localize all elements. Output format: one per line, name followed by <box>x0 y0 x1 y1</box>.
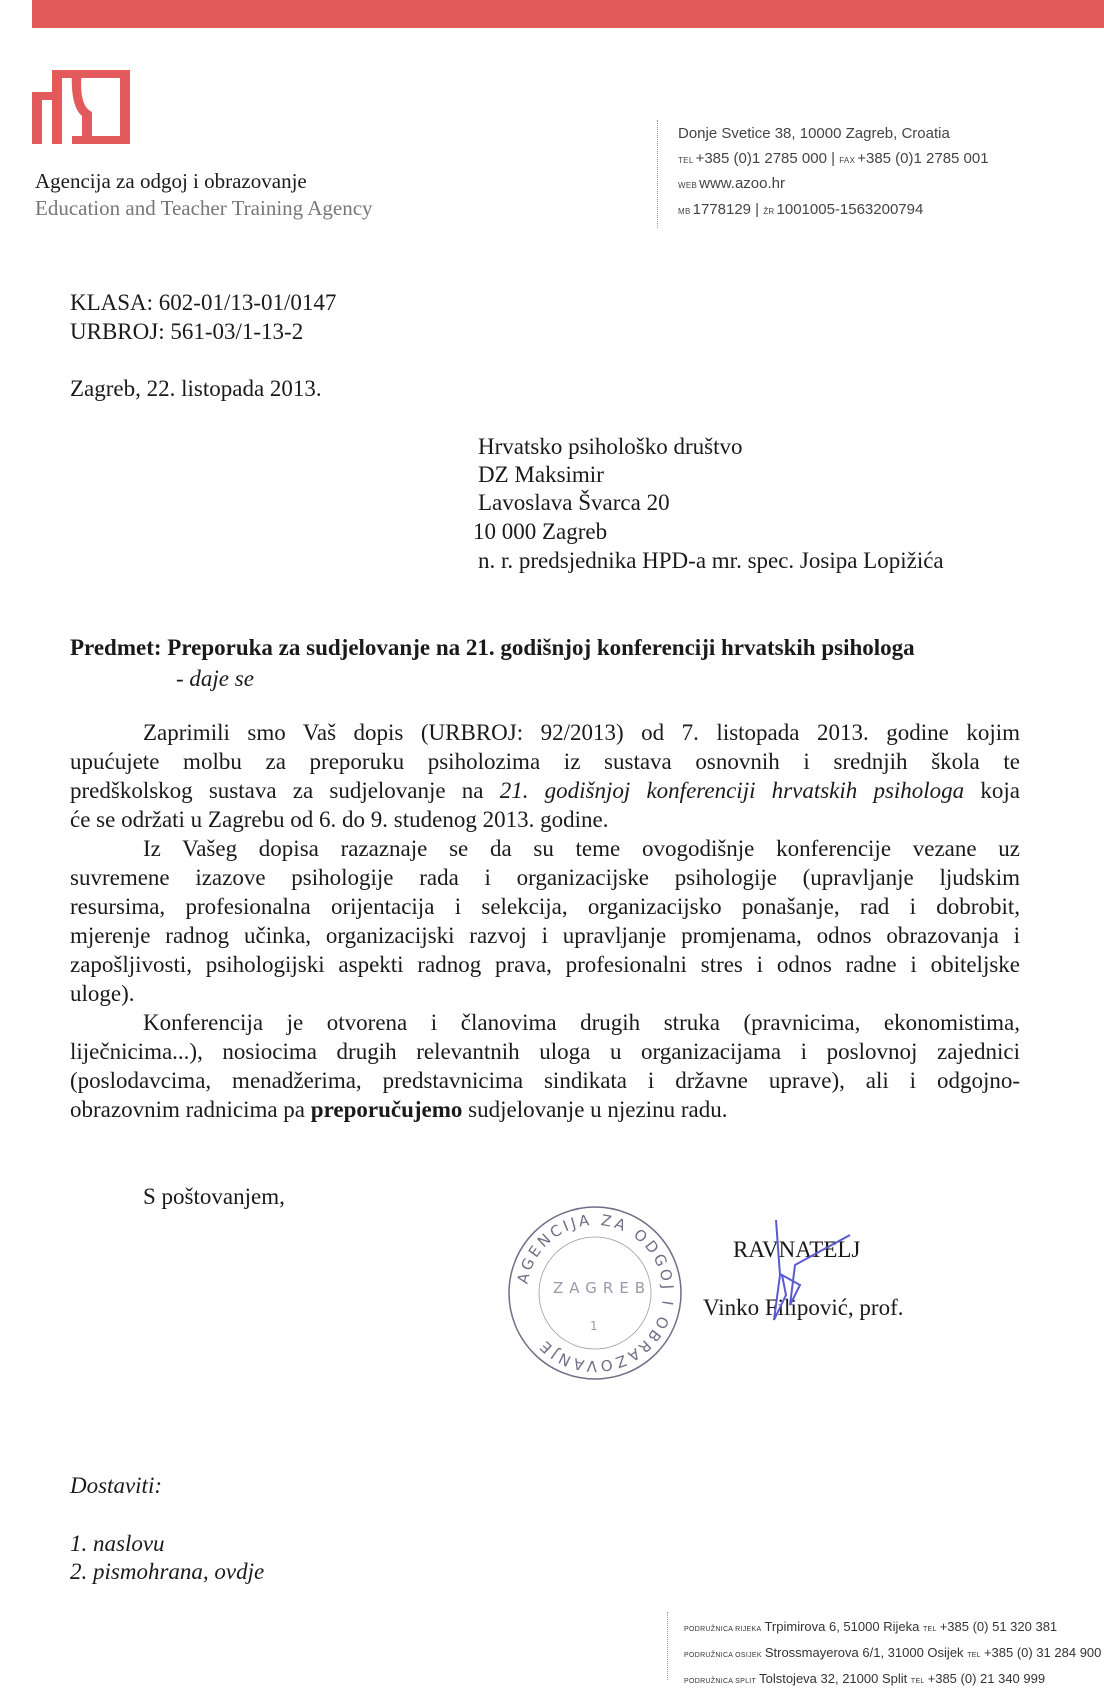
paragraph-line <box>70 892 1020 921</box>
branch-office <box>684 1615 1100 1641</box>
branch-phone: +385 (0) 31 284 900 <box>983 1645 1102 1660</box>
recipient-line: Hrvatsko psihološko društvo <box>478 434 743 459</box>
text-segment: resursima, profesionalna orijentacija i selekcija, organizacijsko ponašanje, rad i dobrobit, <box>70 894 1020 919</box>
branch-offices <box>684 1615 1100 1693</box>
text-segment: sudjelovanje u njezinu radu. <box>462 1097 728 1122</box>
agency-logo <box>32 70 132 144</box>
emphasis-text: preporučujemo <box>310 1097 463 1122</box>
paragraph-line <box>70 834 1020 863</box>
text-segment: će se održati u Zagrebu od 6. do 9. studenog 2013. godine. <box>70 807 609 832</box>
paragraph-line <box>70 1037 1020 1066</box>
handwritten-signature <box>740 1215 860 1335</box>
paragraph-line <box>70 1008 1020 1037</box>
text-segment: uloge). <box>70 981 135 1006</box>
branch-phone: +385 (0) 21 340 999 <box>927 1671 1046 1686</box>
tel-label: TEL <box>910 1678 925 1685</box>
branch-address: Strossmayerova 6/1, 31000 Osijek <box>764 1645 964 1660</box>
contact-registry: MB 1778129 | ŽR 1001005-1563200794 <box>678 201 924 218</box>
text-segment: Iz Vašeg dopisa razaznaje se da su teme ovogodišnje konferencije vezane uz <box>143 836 1020 861</box>
text-segment: suvremene izazove psihologije rada i organizacijske psihologije (upravljanje ljudskim <box>70 865 1020 890</box>
paragraph-line <box>70 1066 1020 1095</box>
contact-web: WEB www.azoo.hr <box>678 175 785 192</box>
distribution-label: Dostaviti: <box>70 1473 162 1498</box>
contact-address: Donje Svetice 38, 10000 Zagreb, Croatia <box>678 125 950 142</box>
svg-text:AGENCIJA ZA ODGOJ I OBRAZOVANJ: AGENCIJA ZA ODGOJ I OBRAZOVANJE <box>513 1210 678 1376</box>
tel-label: TEL <box>967 1652 981 1659</box>
recipient-line: Lavoslava Švarca 20 <box>478 490 670 515</box>
recipient-line: 10 000 Zagreb <box>473 519 608 544</box>
text-segment: obrazovnim radnicima pa <box>70 1097 311 1122</box>
text-segment: zapošljivosti, psihologijski aspekti radnog prava, profesionalni stres i odnos radne i obiteljske <box>70 952 1020 977</box>
text-segment: Konferencija je otvorena i članovima drugih struka (pravnicima, ekonomistima, <box>143 1010 1020 1035</box>
branch-phone: +385 (0) 51 320 381 <box>939 1619 1058 1634</box>
divider <box>657 120 658 228</box>
subject-note: - daje se <box>176 666 254 691</box>
paragraph-line <box>70 776 1020 805</box>
contact-phone: TEL +385 (0)1 2785 000 | FAX +385 (0)1 2785 001 <box>678 150 989 167</box>
signatory-name: Vinko Filipović, prof. <box>703 1295 904 1320</box>
branch-office <box>684 1667 1100 1693</box>
paragraph-line <box>70 718 1020 747</box>
branch-label: PODRUŽNICA RIJEKA <box>684 1626 762 1633</box>
recipient-line: n. r. predsjednika HPD-a mr. spec. Josipa Lopižića <box>478 548 944 573</box>
paragraph-line <box>70 1095 1020 1124</box>
letterhead-color-bar <box>32 0 1104 28</box>
paragraph-line <box>70 979 1020 1008</box>
paragraph-line <box>70 863 1020 892</box>
paragraph-line <box>70 805 1020 834</box>
signatory-title: RAVNATELJ <box>733 1237 861 1262</box>
official-stamp <box>505 1205 685 1381</box>
distribution-item: 2. pismohrana, ovdje <box>70 1559 265 1584</box>
text-segment: predškolskog sustava za sudjelovanje na <box>70 778 500 803</box>
agency-name-hr: Agencija za odgoj i obrazovanje <box>35 169 307 193</box>
svg-text:ZAGREB: ZAGREB <box>553 1279 652 1297</box>
text-segment: liječnicima...), nosiocima drugih relevantnih uloga u organizacijama i poslovnoj zajednici <box>70 1039 1020 1064</box>
closing: S poštovanjem, <box>143 1184 285 1209</box>
tel-label: TEL <box>922 1626 937 1633</box>
subject: Predmet: Preporuka za sudjelovanje na 21. godišnjoj konferenciji hrvatskih psihologa <box>70 635 915 660</box>
footer-divider <box>667 1612 668 1680</box>
letter-body <box>70 718 1020 1124</box>
urbroj: URBROJ: 561-03/1-13-2 <box>70 319 304 344</box>
paragraph-line <box>70 921 1020 950</box>
branch-address: Tolstojeva 32, 21000 Split <box>759 1671 908 1686</box>
text-segment: (poslodavcima, menadžerima, predstavnicima sindikata i državne uprave), ali i odgojno- <box>70 1068 1020 1093</box>
italic-text: 21. godišnjoj konferenciji hrvatskih psihologa <box>499 778 965 803</box>
text-segment: mjerenje radnog učinka, organizacijski razvoj i upravljanje promjenama, odnos obrazovanja i <box>70 923 1020 948</box>
klasa: KLASA: 602-01/13-01/0147 <box>70 290 337 315</box>
text-segment: koja <box>964 778 1020 803</box>
branch-address: Trpimirova 6, 51000 Rijeka <box>764 1619 920 1634</box>
agency-name-en: Education and Teacher Training Agency <box>35 196 373 220</box>
branch-label: PODRUŽNICA OSIJEK <box>684 1652 762 1659</box>
paragraph-line <box>70 950 1020 979</box>
branch-label: PODRUŽNICA SPLIT <box>684 1678 757 1685</box>
letter-date: Zagreb, 22. listopada 2013. <box>70 376 322 401</box>
branch-office <box>684 1641 1100 1667</box>
text-segment: upućujete molbu za preporuku psiholozima iz sustava osnovnih i srednjih škola te <box>70 749 1020 774</box>
svg-text:1: 1 <box>590 1319 598 1333</box>
distribution-item: 1. naslovu <box>70 1531 165 1556</box>
recipient-line: DZ Maksimir <box>478 462 604 487</box>
text-segment: Zaprimili smo Vaš dopis (URBROJ: 92/2013) od 7. listopada 2013. godine kojim <box>143 720 1020 745</box>
paragraph-line <box>70 747 1020 776</box>
